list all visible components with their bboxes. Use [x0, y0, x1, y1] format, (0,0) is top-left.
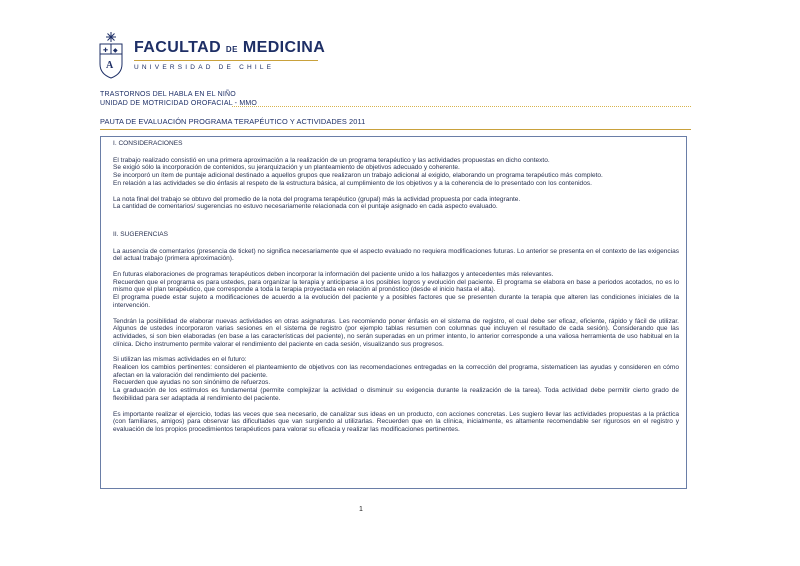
paragraph: Recuerden que el programa es para ustedes, para organizar la terapia y anticiparse a los posibles logros y evolución del paciente. El programa se elabora en base a periodos acotados, no es lo mismo que el plan terapéutico, que corresponde a toda la terapia proyectada en relación al pronóstico (desde el inicio hasta el alta). — [113, 278, 679, 294]
page-number: 1 — [359, 506, 363, 513]
svg-text:✚: ✚ — [103, 48, 109, 54]
paragraph: La ausencia de comentarios (presencia de ticket) no significa necesariamente que el aspecto evaluado no requiera modificaciones futuras. Lo anterior se presenta en el contexto de las exigencias del actual trabajo (primera aproximación). — [113, 247, 679, 263]
paragraph: Realicen los cambios pertinentes: consideren el planteamiento de objetivos con las recomendaciones entregadas en la corrección del programa, sistematicen las ayudas y consideren en cómo afectan en la valoración del rendimiento del paciente. — [113, 364, 679, 379]
brand-de-word: DE — [225, 45, 239, 54]
document-body — [113, 140, 679, 434]
section-heading-suggestions: II. SUGERENCIAS — [113, 230, 168, 238]
brand-divider — [134, 60, 318, 61]
unit-dotted-rule — [232, 106, 691, 107]
paragraph: La cantidad de comentarios/ sugerencias no estuvo necesariamente relacionada con el puntaje asignado en cada aspecto evaluado. — [113, 203, 498, 211]
unit-name: UNIDAD DE MOTRICIDAD OROFACIAL - MMO — [100, 100, 258, 107]
paragraph: En futuras elaboraciones de programas terapéuticos deben incorporar la información del paciente unido a los hallazgos y antecedentes más relevantes. — [113, 271, 554, 279]
paragraph: Se incorporó un ítem de puntaje adicional destinado a aquellos grupos que realizaron un trabajo adicional al exigido, elaborando un programa terapéutico más completo. — [113, 172, 603, 180]
paragraph: Se exigió sólo la incorporación de contenidos, su jerarquización y un planteamiento de objetivos adecuado y coherente. — [113, 164, 460, 172]
university-name: UNIVERSIDAD DE CHILE — [134, 64, 275, 71]
title-divider — [100, 129, 691, 130]
brand-faculty-word: FACULTAD — [134, 39, 222, 56]
paragraph: La graduación de los estímulos es fundamental (permite complejizar la actividad o disminuir su exigencia durante la realización de la tarea). Toda actividad debe permitir cierto grado de flexibilidad para ser adaptada al rendimiento del paciente. — [113, 387, 679, 402]
paragraph: En relación a las actividades se dio énfasis al respeto de la estructura básica, al cumplimiento de los objetivos y a la coherencia de lo presentado con los contenidos. — [113, 179, 592, 187]
svg-text:◆: ◆ — [113, 48, 118, 54]
document-title: PAUTA DE EVALUACIÓN PROGRAMA TERAPÉUTICO Y ACTIVIDADES 2011 — [100, 117, 366, 126]
course-name: TRASTORNOS DEL HABLA EN EL NIÑO — [100, 91, 236, 98]
faculty-brand — [134, 39, 325, 71]
paragraph: Tendrán la posibilidad de elaborar nuevas actividades en otras asignaturas. Les recomiendo poner énfasis en el sistema de registro, el cual debe ser eficaz, eficiente, rápido y fácil de utilizar. Algunos de ustedes incorporaron varias sesiones en el sistema de registro (por ejemplo tablas resumen con columnas que incluyen el resultado de cada sesión). Considerando que las actividades, si son bien elaboradas (en base a las características del paciente), no serán superadas en un primer intento, lo anterior corresponde a una valiosa herramienta de uso habitual en la clínica. Dicho instrumento permite valorar el rendimiento del paciente en cada sesión, visualizando sus progresos. — [113, 317, 679, 348]
section-heading-considerations: I. CONSIDERACIONES — [113, 140, 183, 147]
svg-text:A: A — [106, 60, 114, 71]
paragraph: El trabajo realizado consistió en una primera aproximación a la realización de un programa terapéutico y las actividades propuestas en dicho contexto. — [113, 156, 550, 164]
faculty-logo — [96, 30, 325, 80]
brand-medicine-word: MEDICINA — [242, 39, 326, 56]
paragraph: Recuerden que ayudas no son sinónimo de refuerzos. — [113, 379, 271, 387]
paragraph: Si utilizan las mismas actividades en el futuro: — [113, 356, 247, 364]
university-seal-icon — [96, 30, 126, 80]
paragraph: El programa puede estar sujeto a modificaciones de acuerdo a la evolución del paciente y a posibles factores que se presenten durante la terapia que alteren las condiciones iniciales de la intervención. — [113, 294, 679, 309]
paragraph: La nota final del trabajo se obtuvo del promedio de la nota del programa terapéutico (grupal) más la actividad propuesta por cada integrante. — [113, 195, 521, 203]
paragraph: Es importante realizar el ejercicio, todas las veces que sea necesario, de canalizar sus ideas en un producto, con acciones concretas. Les sugiero llevar las actividades propuestas a la práctica (con familiares, amigos) para observar las dificultades que van surgiendo al utilizarlas. Recuerden que en la clínica, inicialmente, es altamente recomendable ser rigurosos en el registro y evaluación de los propios procedimientos terapéuticos para valorar su eficacia y realizar las modificaciones pertinentes. — [113, 410, 679, 433]
faculty-name — [134, 39, 325, 57]
